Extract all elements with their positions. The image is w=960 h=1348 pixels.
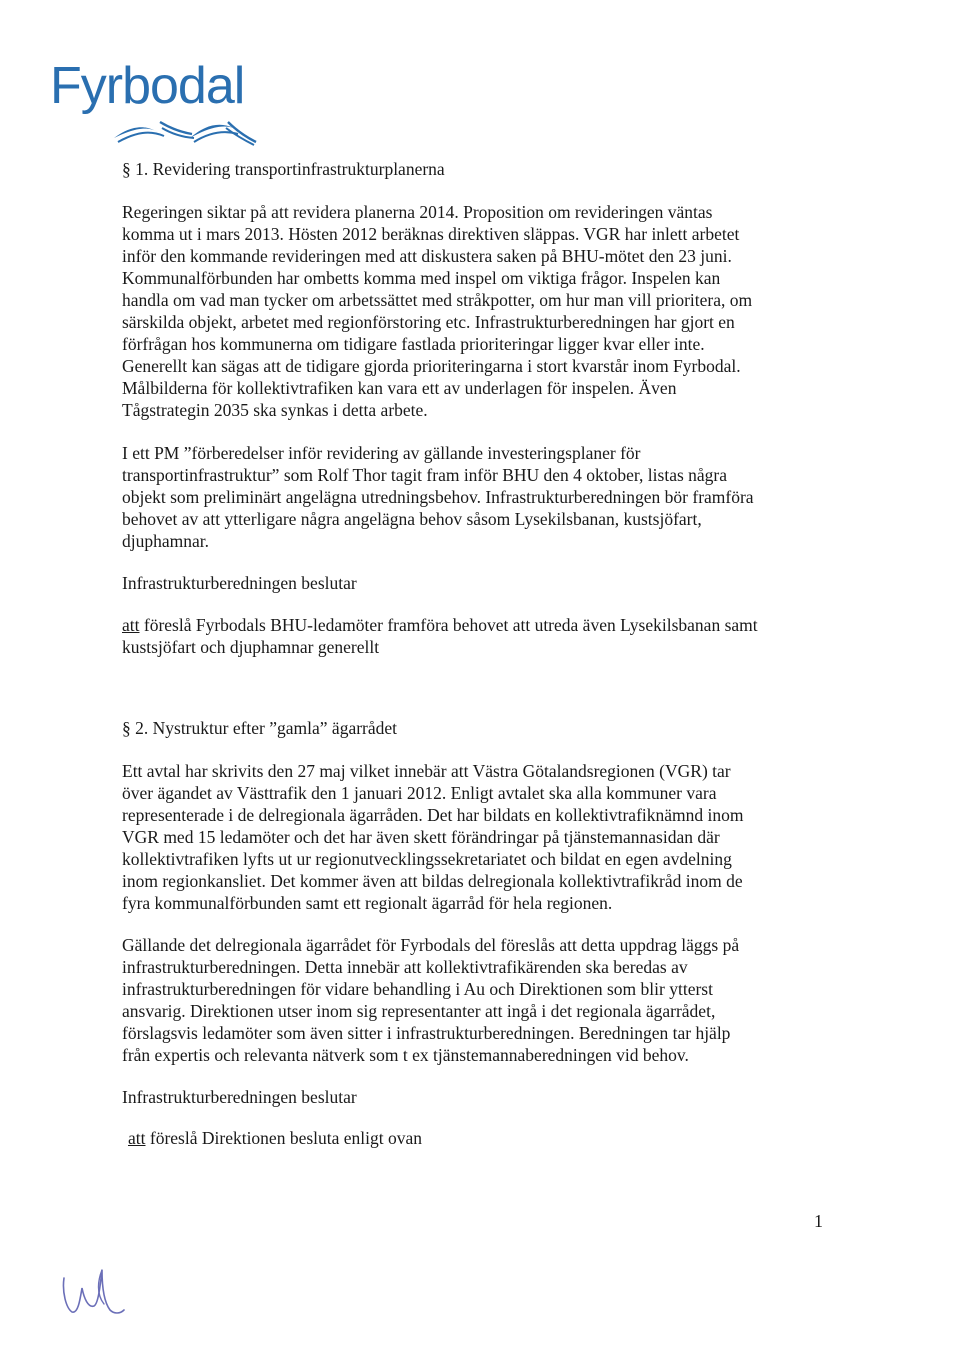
section2-decision-intro: Infrastrukturberedningen beslutar (122, 1087, 357, 1107)
section1-decision (122, 614, 842, 658)
att-keyword: att (122, 615, 140, 635)
logo-waves-icon (110, 112, 260, 146)
section2-paragraph1 (122, 760, 842, 914)
text-line: förslagsvis ledamöter som även sitter i infrastrukturberedningen. Beredningen tar hjälp (122, 1023, 731, 1043)
text-line: handla om vad man tycker om arbetssättet med stråkpotter, om hur man vill prioritera, om (122, 290, 753, 310)
text-line: Generellt kan sägas att de tidigare gjorda prioriteringarna i stort kvarstår inom Fyrbodal. (122, 356, 741, 376)
fyrbodal-logo (50, 57, 260, 145)
logo-wordmark: Fyrbodal (50, 57, 245, 115)
text-line: transportinfrastruktur” som Rolf Thor tagit fram inför BHU den 4 oktober, listas några (122, 465, 728, 485)
text-line: från expertis och relevanta nätverk som t ex tjänstemannaberedningen vid behov. (122, 1045, 689, 1065)
text-line: djuphamnar. (122, 531, 209, 551)
text-line: komma ut i mars 2013. Hösten 2012 beräknas direktiven släppas. VGR har inlett arbetet (122, 224, 740, 244)
text-line: Regeringen siktar på att revidera planerna 2014. Proposition om revideringen väntas (122, 202, 713, 222)
text-line: behovet av att ytterligare några angelägna behov såsom Lysekilsbanan, kustsjöfart, (122, 509, 702, 529)
text-line: Tågstrategin 2035 ska synkas i detta arbete. (122, 400, 428, 420)
text-line: fyra kommunalförbunden samt ett regionalt ägarråd för hela regionen. (122, 893, 613, 913)
text-line: förfrågan hos kommunerna om tidigare fastlada prioriteringar ligger kvar eller inte. (122, 334, 705, 354)
att-keyword: att (128, 1128, 146, 1148)
text-line: objekt som preliminärt angelägna utredningsbehov. Infrastrukturberedningen bör framföra (122, 487, 754, 507)
text-line: representerade i de delregionala ägarråden. Det har bildats en kollektivtrafiknämnd inom (122, 805, 744, 825)
section1-heading: § 1. Revidering transportinfrastrukturplanerna (122, 159, 445, 179)
decision-line (122, 614, 842, 636)
section2-paragraph2 (122, 934, 842, 1066)
section1-paragraph1 (122, 201, 842, 421)
text-line: Ett avtal har skrivits den 27 maj vilket innebär att Västra Götalandsregionen (VGR) tar (122, 761, 731, 781)
text-line: VGR med 15 ledamöter och det har även skett förändringar på tjänstemannasidan där (122, 827, 720, 847)
text-line: I ett PM ”förberedelser inför revidering av gällande investeringsplaner för (122, 443, 641, 463)
page-number: 1 (814, 1211, 823, 1231)
text-line: Gällande det delregionala ägarrådet för Fyrbodals del föreslås att detta uppdrag läggs på (122, 935, 740, 955)
text-line: Målbilderna för kollektivtrafiken kan vara ett av underlagen för inspelen. Även (122, 378, 677, 398)
text-line: infrastrukturberedningen för vidare behandling i Au och Direktionen som blir ytterst (122, 979, 713, 999)
section1-paragraph2 (122, 442, 842, 552)
text-line: särskilda objekt, arbetet med regionförstoring etc. Infrastrukturberedningen har gjort en (122, 312, 735, 332)
text-line: kollektivtrafiken lyfts ut ur regionutvecklingssekretariatet och bildat en egen avdelning (122, 849, 732, 869)
section2-heading: § 2. Nystruktur efter ”gamla” ägarrådet (122, 718, 398, 738)
section2-decision (128, 1127, 422, 1149)
text-line: över ägandet av Västtrafik den 1 januari 2012. Enligt avtalet ska alla kommuner vara (122, 783, 717, 803)
signature-initials-icon (58, 1258, 128, 1320)
text-line: inom regionkansliet. Det kommer även att bildas delregionala kollektivtrafikråd inom de (122, 871, 743, 891)
decision-line: kustsjöfart och djuphamnar generellt (122, 637, 380, 657)
text-line: Kommunalförbunden har ombetts komma med inspel om viktiga frågor. Inspelen kan (122, 268, 721, 288)
text-line: ansvarig. Direktionen utser inom sig representanter att ingå i det regionala ägarrådet, (122, 1001, 716, 1021)
text-line: infrastrukturberedningen. Detta innebär att kollektivtrafikärenden ska beredas av (122, 957, 688, 977)
decision-text: föreslå Direktionen besluta enligt ovan (145, 1128, 423, 1148)
text-line: inför den kommande revideringen med att diskustera saken på BHU-mötet den 23 juni. (122, 246, 732, 266)
section1-decision-intro: Infrastrukturberedningen beslutar (122, 573, 357, 593)
decision-text: föreslå Fyrbodals BHU-ledamöter framföra behovet att utreda även Lysekilsbanan samt (139, 615, 758, 635)
